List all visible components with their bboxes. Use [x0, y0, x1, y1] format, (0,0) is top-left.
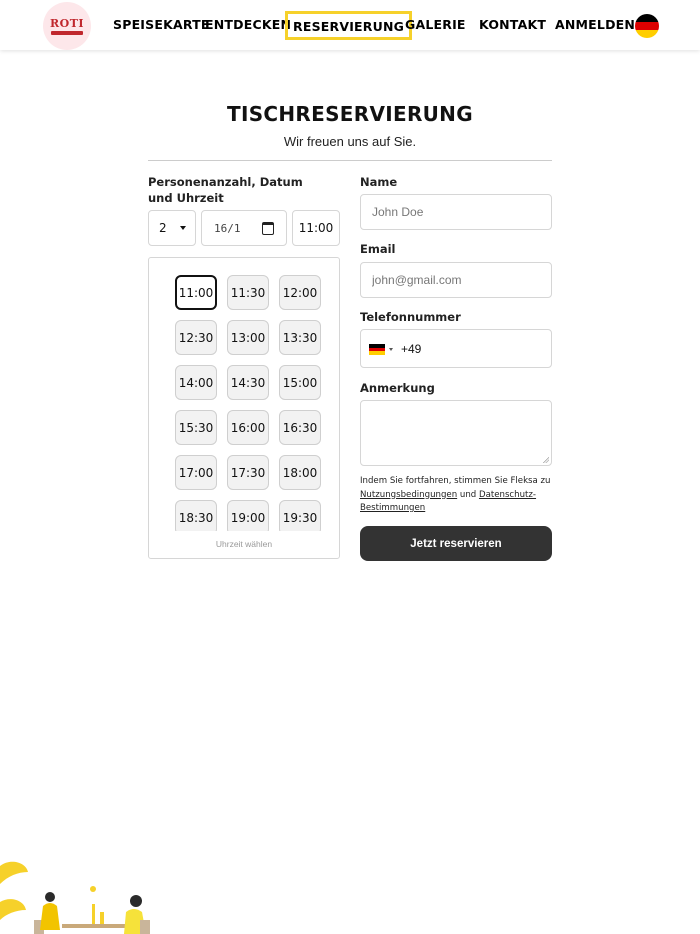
nav-item-galerie[interactable]: GALERIE: [405, 17, 466, 32]
time-slot-button[interactable]: 15:30: [175, 410, 217, 445]
time-slot-button[interactable]: 12:30: [175, 320, 217, 355]
terms-text: [360, 475, 552, 516]
nav-item-reservierung[interactable]: RESERVIERUNG: [285, 11, 412, 40]
time-display[interactable]: [292, 210, 340, 246]
slots-hint: Uhrzeit wählen: [215, 539, 273, 549]
time-slot-button[interactable]: 14:30: [227, 365, 269, 400]
time-slot-button[interactable]: 19:30: [279, 500, 321, 531]
logo-text: ROTI: [49, 17, 85, 30]
top-navigation: [0, 0, 700, 50]
note-textarea[interactable]: [360, 400, 552, 466]
time-value: 11:00: [298, 221, 334, 235]
party-size-value: 2: [159, 221, 167, 235]
time-slot-button[interactable]: 18:00: [279, 455, 321, 490]
time-slot-button[interactable]: 13:00: [227, 320, 269, 355]
nav-item-kontakt[interactable]: KONTAKT: [479, 17, 547, 32]
phone-country-code: +49: [401, 342, 422, 356]
time-slot-button[interactable]: 19:00: [227, 500, 269, 531]
time-slots-panel: [148, 257, 340, 559]
name-label: Name: [360, 175, 398, 189]
divider: [148, 160, 552, 161]
calendar-icon[interactable]: [262, 222, 274, 235]
time-slot-button[interactable]: 14:00: [175, 365, 217, 400]
nav-item-entdecken[interactable]: ENTDECKEN: [205, 17, 292, 32]
time-slot-button[interactable]: 16:00: [227, 410, 269, 445]
date-input[interactable]: [201, 210, 287, 246]
chevron-down-icon: [180, 226, 186, 230]
email-label: Email: [360, 242, 396, 256]
phone-field[interactable]: [360, 329, 552, 368]
time-slots-list[interactable]: [149, 258, 339, 531]
time-slot-button[interactable]: 11:00: [175, 275, 217, 310]
name-field[interactable]: [360, 194, 552, 230]
email-field[interactable]: [360, 262, 552, 298]
date-value: 16/1: [214, 221, 241, 235]
time-slot-button[interactable]: 18:30: [175, 500, 217, 531]
time-slot-button[interactable]: 15:00: [279, 365, 321, 400]
page-title: TISCHRESERVIERUNG: [227, 102, 473, 126]
chevron-down-icon: [389, 348, 393, 351]
phone-label: Telefonnummer: [360, 310, 461, 324]
language-flag-icon[interactable]: [635, 14, 659, 38]
terms-and: und: [457, 489, 479, 500]
terms-link[interactable]: Nutzungsbedingungen: [360, 489, 458, 500]
privacy-link[interactable]: Datenschutz-Bestimmungen: [360, 489, 537, 513]
time-slot-button[interactable]: 13:30: [279, 320, 321, 355]
party-size-select[interactable]: [148, 210, 196, 246]
page-subtitle: Wir freuen uns auf Sie.: [283, 134, 417, 149]
time-slot-button[interactable]: 17:30: [227, 455, 269, 490]
party-date-time-label: Personenanzahl, Datum und Uhrzeit: [148, 175, 303, 205]
restaurant-logo[interactable]: [43, 2, 91, 50]
nav-item-speisekarte[interactable]: SPEISEKARTE: [113, 17, 210, 32]
terms-intro: Indem Sie fortfahren, stimmen Sie Fleksa zu: [360, 476, 551, 486]
logo-banner: [51, 31, 83, 35]
time-slot-button[interactable]: 17:00: [175, 455, 217, 490]
time-slot-button[interactable]: 16:30: [279, 410, 321, 445]
time-slot-button[interactable]: 12:00: [279, 275, 321, 310]
time-slot-button[interactable]: 11:30: [227, 275, 269, 310]
reserve-button[interactable]: Jetzt reservieren: [360, 526, 552, 561]
dining-couple-illustration: [0, 858, 160, 934]
germany-flag-icon[interactable]: [369, 344, 385, 355]
nav-item-anmelden[interactable]: ANMELDEN: [555, 17, 636, 32]
resize-grip-icon[interactable]: [543, 457, 549, 463]
note-label: Anmerkung: [360, 381, 435, 395]
